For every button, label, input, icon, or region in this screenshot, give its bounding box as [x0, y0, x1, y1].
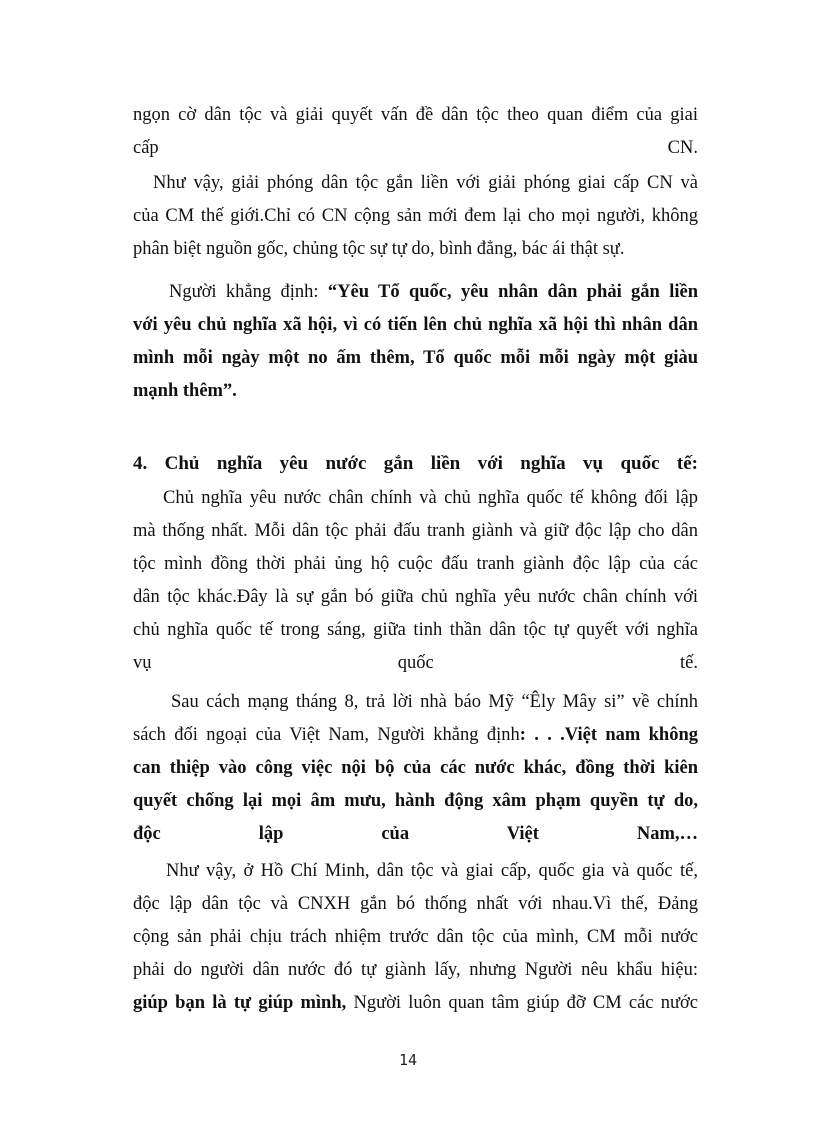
paragraph-line: tộc mình đồng thời phải ủng hộ cuộc đấu tranh giành độc lập của các	[133, 554, 698, 574]
paragraph-line: Như vậy, ở Hồ Chí Minh, dân tộc và giai cấp, quốc gia và quốc tế,	[166, 861, 698, 881]
quote-intro: Người khẳng định:	[169, 282, 328, 302]
paragraph-line: dân tộc khác.Đây là sự gắn bó giữa chủ nghĩa yêu nước chân chính với	[133, 587, 698, 607]
slogan-text: giúp bạn là tự giúp mình,	[133, 993, 347, 1013]
paragraph-line: của CM thế giới.Chỉ có CN cộng sản mới đem lại cho mọi người, không	[133, 206, 698, 226]
heading-text: 4. Chủ nghĩa yêu nước gắn liền với nghĩa vụ quốc tế:	[133, 453, 698, 474]
quote-line: quyết chống lại mọi âm mưu, hành động xâm phạm quyền tự do,	[133, 791, 698, 811]
quote-text: “Yêu Tổ quốc, yêu nhân dân phải gắn liền	[327, 282, 698, 302]
paragraph-3-quote	[133, 276, 698, 408]
quote-line: mạnh thêm”.	[133, 381, 237, 401]
quote-line: mình mỗi ngày một no ấm thêm, Tổ quốc mỗi mỗi ngày một giàu	[133, 348, 698, 368]
paragraph-line: Như vậy, giải phóng dân tộc gắn liền với giải phóng giai cấp CN và	[153, 173, 698, 193]
section-heading	[133, 447, 698, 480]
paragraph-5	[133, 686, 698, 851]
paragraph-text: Người luôn quan tâm giúp đỡ CM các nước	[346, 993, 698, 1013]
paragraph-line: Chủ nghĩa yêu nước chân chính và chủ nghĩa quốc tế không đối lập	[163, 488, 698, 508]
paragraph-line	[133, 987, 698, 1020]
quote-line	[133, 276, 698, 309]
paragraph-line: cấp CN.	[133, 138, 698, 158]
paragraph-line: vụ quốc tế.	[133, 653, 698, 673]
quote-text: : . . .Việt nam không	[519, 725, 698, 745]
paragraph-6	[133, 855, 698, 1020]
quote-line: độc lập của Việt Nam,…	[133, 824, 698, 844]
quote-line: với yêu chủ nghĩa xã hội, vì có tiến lên chủ nghĩa xã hội thì nhân dân	[133, 315, 698, 335]
paragraph-line: phân biệt nguồn gốc, chủng tộc sự tự do, bình đẳng, bác ái thật sự.	[133, 239, 625, 259]
paragraph-line: phải do người dân nước đó tự giành lấy, nhưng Người nêu khẩu hiệu:	[133, 960, 698, 980]
page-number: 14	[398, 1051, 418, 1069]
paragraph-2	[133, 167, 698, 266]
paragraph-4	[133, 482, 698, 680]
paragraph-line: cộng sản phải chịu trách nhiệm trước dân tộc của mình, CM mỗi nước	[133, 927, 698, 947]
paragraph-1	[133, 99, 698, 165]
paragraph-line	[133, 719, 698, 752]
paragraph-line: chủ nghĩa quốc tế trong sáng, giữa tinh thần dân tộc tự quyết với nghĩa	[133, 620, 698, 640]
paragraph-line: Sau cách mạng tháng 8, trả lời nhà báo Mỹ “Êly Mây si” về chính	[171, 692, 698, 712]
paragraph-text: sách đối ngoại của Việt Nam, Người khẳng định	[133, 725, 520, 745]
quote-line: can thiệp vào công việc nội bộ của các nước khác, đồng thời kiên	[133, 758, 698, 778]
paragraph-line: mà thống nhất. Mỗi dân tộc phải đấu tranh giành và giữ độc lập cho dân	[133, 521, 698, 541]
paragraph-line: ngọn cờ dân tộc và giải quyết vấn đề dân tộc theo quan điểm của giai	[133, 105, 698, 125]
paragraph-line: độc lập dân tộc và CNXH gắn bó thống nhất với nhau.Vì thế, Đảng	[133, 894, 698, 914]
